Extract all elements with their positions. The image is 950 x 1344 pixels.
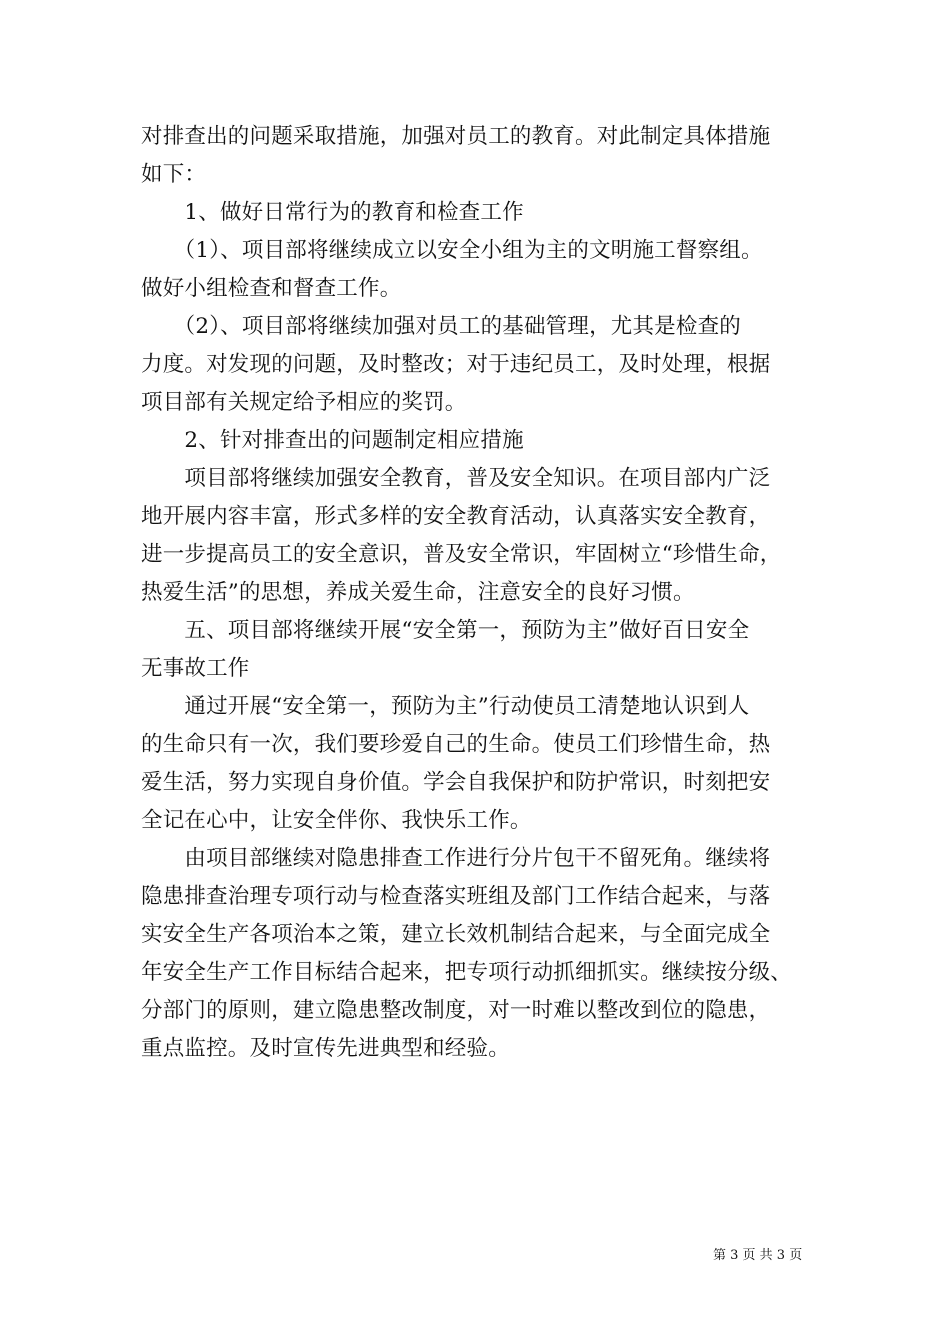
text-line: 年安全生产工作目标结合起来，把专项行动抓细抓实。继续按分级、 (141, 960, 793, 985)
text-line: 由项目部继续对隐患排查工作进行分片包干不留死角。继续将 (141, 846, 771, 871)
text-line: 力度。对发现的问题，及时整改；对于违纪员工，及时处理，根据 (141, 352, 771, 377)
text-line: 项目部有关规定给予相应的奖罚。 (141, 390, 467, 415)
text-line: 全记在心中，让安全伴你、我快乐工作。 (141, 808, 532, 833)
text-line: 热爱生活”的思想，养成关爱生命，注意安全的良好习惯。 (141, 580, 695, 605)
document-body (141, 118, 831, 1068)
section-heading: 五、项目部将继续开展“安全第一，预防为主”做好百日安全 (141, 618, 750, 643)
text-line: 分部门的原则，建立隐患整改制度，对一时难以整改到位的隐患， (141, 998, 771, 1023)
text-line: 做好小组检查和督查工作。 (141, 276, 402, 301)
text-line: 隐患排查治理专项行动与检查落实班组及部门工作结合起来，与落 (141, 884, 771, 909)
text-line: （1）、项目部将继续成立以安全小组为主的文明施工督察组。 (141, 238, 763, 263)
section-heading: 1、做好日常行为的教育和检查工作 (141, 200, 524, 225)
section-heading: 2、针对排查出的问题制定相应措施 (141, 428, 524, 453)
text-line: （2）、项目部将继续加强对员工的基础管理，尤其是检查的 (141, 314, 741, 339)
text-line: 如下： (141, 162, 207, 187)
page-number-footer: 第 3 页 共 3 页 (713, 1248, 803, 1263)
text-line: 实安全生产各项治本之策，建立长效机制结合起来，与全面完成全 (141, 922, 771, 947)
text-line: 的生命只有一次，我们要珍爱自己的生命。使员工们珍惜生命，热 (141, 732, 771, 757)
text-line: 对排查出的问题采取措施，加强对员工的教育。对此制定具体措施 (141, 124, 771, 149)
text-line: 项目部将继续加强安全教育，普及安全知识。在项目部内广泛 (141, 466, 771, 491)
text-line: 通过开展“安全第一，预防为主”行动使员工清楚地认识到人 (141, 694, 750, 719)
text-line: 重点监控。及时宣传先进典型和经验。 (141, 1036, 510, 1061)
text-line: 无事故工作 (141, 656, 250, 681)
text-line: 爱生活，努力实现自身价值。学会自我保护和防护常识，时刻把安 (141, 770, 771, 795)
text-line: 进一步提高员工的安全意识，普及安全常识，牢固树立“珍惜生命， (141, 542, 782, 567)
text-line: 地开展内容丰富，形式多样的安全教育活动，认真落实安全教育， (141, 504, 771, 529)
